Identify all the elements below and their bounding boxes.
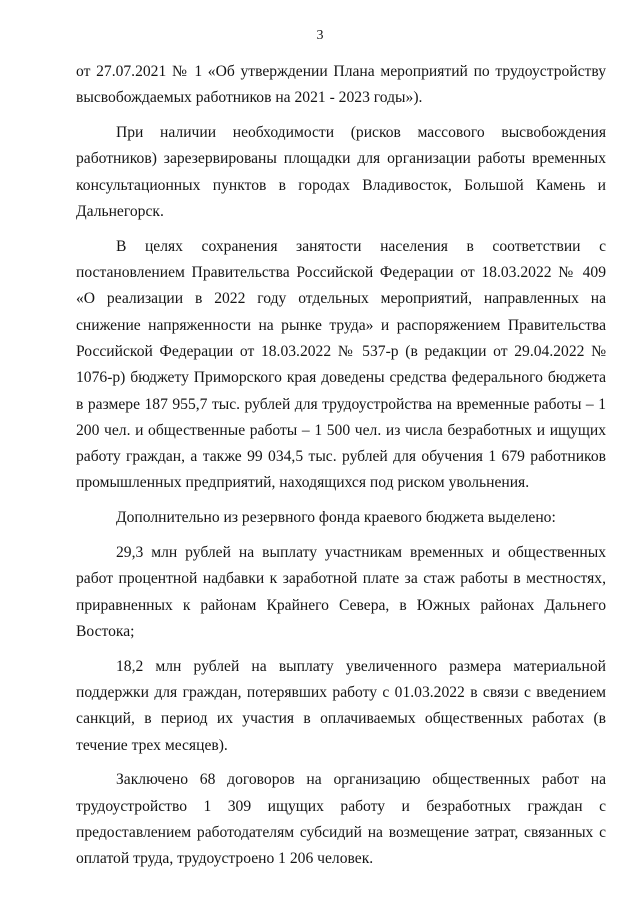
paragraph: В целях сохранения занятости населения в соответствии с постановлением Правительства Российской Федерации от 18.03.2022 № 409 «О реализации в 2022 году отдельных мероприятий, направленных на снижение напряженности на рынке труда» и распоряжением Правительства Российской Федерации от 18.03.2022 № 537-р (в редакции от 29.04.2022 № 1076-р) бюджету Приморского края доведены средства федерального бюджета в размере 187 955,7 тыс. рублей для трудоустройства на временные работы – 1 200 чел. и общественные работы – 1 500 чел. из числа безработных и ищущих работу граждан, а также 99 034,5 тыс. рублей для обучения 1 679 работников промышленных предприятий, находящихся под риском увольнения.	[76, 237, 606, 492]
paragraph: от 27.07.2021 № 1 «Об утверждении Плана мероприятий по трудоустройству высвобождаемых работников на 2021 - 2023 годы»).	[76, 63, 606, 107]
paragraph: При наличии необходимости (рисков массового высвобождения работников) зарезервированы площадки для организации работы временных консультационных пунктов в городах Владивосток, Большой Камень и Дальнегорск.	[76, 124, 606, 220]
paragraph: Дополнительно из резервного фонда краевого бюджета выделено:	[116, 509, 556, 527]
paragraph: Заключено 68 договоров на организацию общественных работ на трудоустройство 1 309 ищущих работу и безработных граждан с предоставлением работодателям субсидий на возмещение затрат, связанных с оплатой труда, трудоустроено 1 206 человек.	[76, 771, 606, 868]
page-number: 3	[316, 28, 324, 43]
paragraph: 29,3 млн рублей на выплату участникам временных и общественных работ процентной надбавки к заработной плате за стаж работы в местностях, приравненных к районам Крайнего Севера, в Южных районах Дальнего Востока;	[76, 544, 606, 640]
paragraph: 18,2 млн рублей на выплату увеличенного размера материальной поддержки для граждан, потерявших работу с 01.03.2022 в связи с введением санкций, в период их участия в оплачиваемых общественных работах (в течение трех месяцев).	[76, 657, 606, 754]
document-body	[76, 59, 606, 881]
